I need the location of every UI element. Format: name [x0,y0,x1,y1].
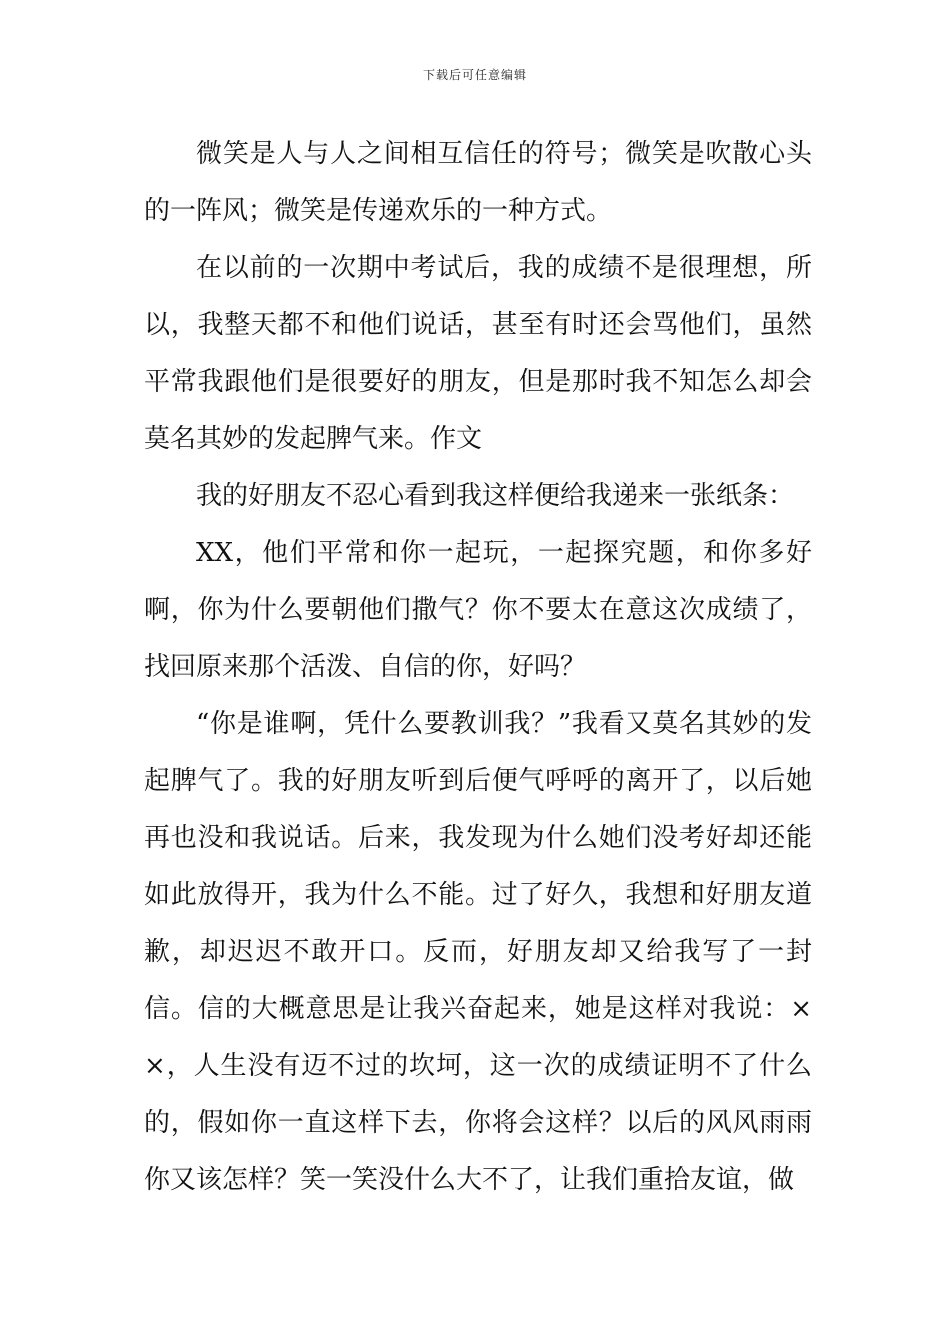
paragraph-3: 我的好朋友不忍心看到我这样便给我递来一张纸条： [196,481,795,511]
paragraph-4: XX，他们平常和你一起玩，一起探究题，和你多好啊，你为什么要朝他们撒气？你不要太在意这次成绩了，找回原来那个活泼、自信的你，好吗？ [144,538,812,682]
page-header: 下载后可任意编辑 [422,68,527,82]
document-body [144,126,812,1209]
paragraph-1: 微笑是人与人之间相互信任的符号；微笑是吹散心头的一阵风；微笑是传递欢乐的一种方式。 [144,139,812,226]
paragraph-2: 在以前的一次期中考试后，我的成绩不是很理想，所以，我整天都不和他们说话，甚至有时还会骂他们，虽然平常我跟他们是很要好的朋友，但是那时我不知怎么却会莫名其妙的发起脾气来。作文 [144,253,812,454]
paragraph-5: “你是谁啊，凭什么要教训我？”我看又莫名其妙的发起脾气了。我的好朋友听到后便气呼呼的离开了，以后她再也没和我说话。后来，我发现为什么她们没考好却还能如此放得开，我为什么不能。过了好久，我想和好朋友道歉，却迟迟不敢开口。反而，好朋友却又给我写了一封信。信的大概意思是让我兴奋起来，她是这样对我说：××，人生没有迈不过的坎坷，这一次的成绩证明不了什么的，假如你一直这样下去，你将会这样？以后的风风雨雨你又该怎样？笑一笑没什么大不了，让我们重拾友谊，做 [144,709,812,1195]
